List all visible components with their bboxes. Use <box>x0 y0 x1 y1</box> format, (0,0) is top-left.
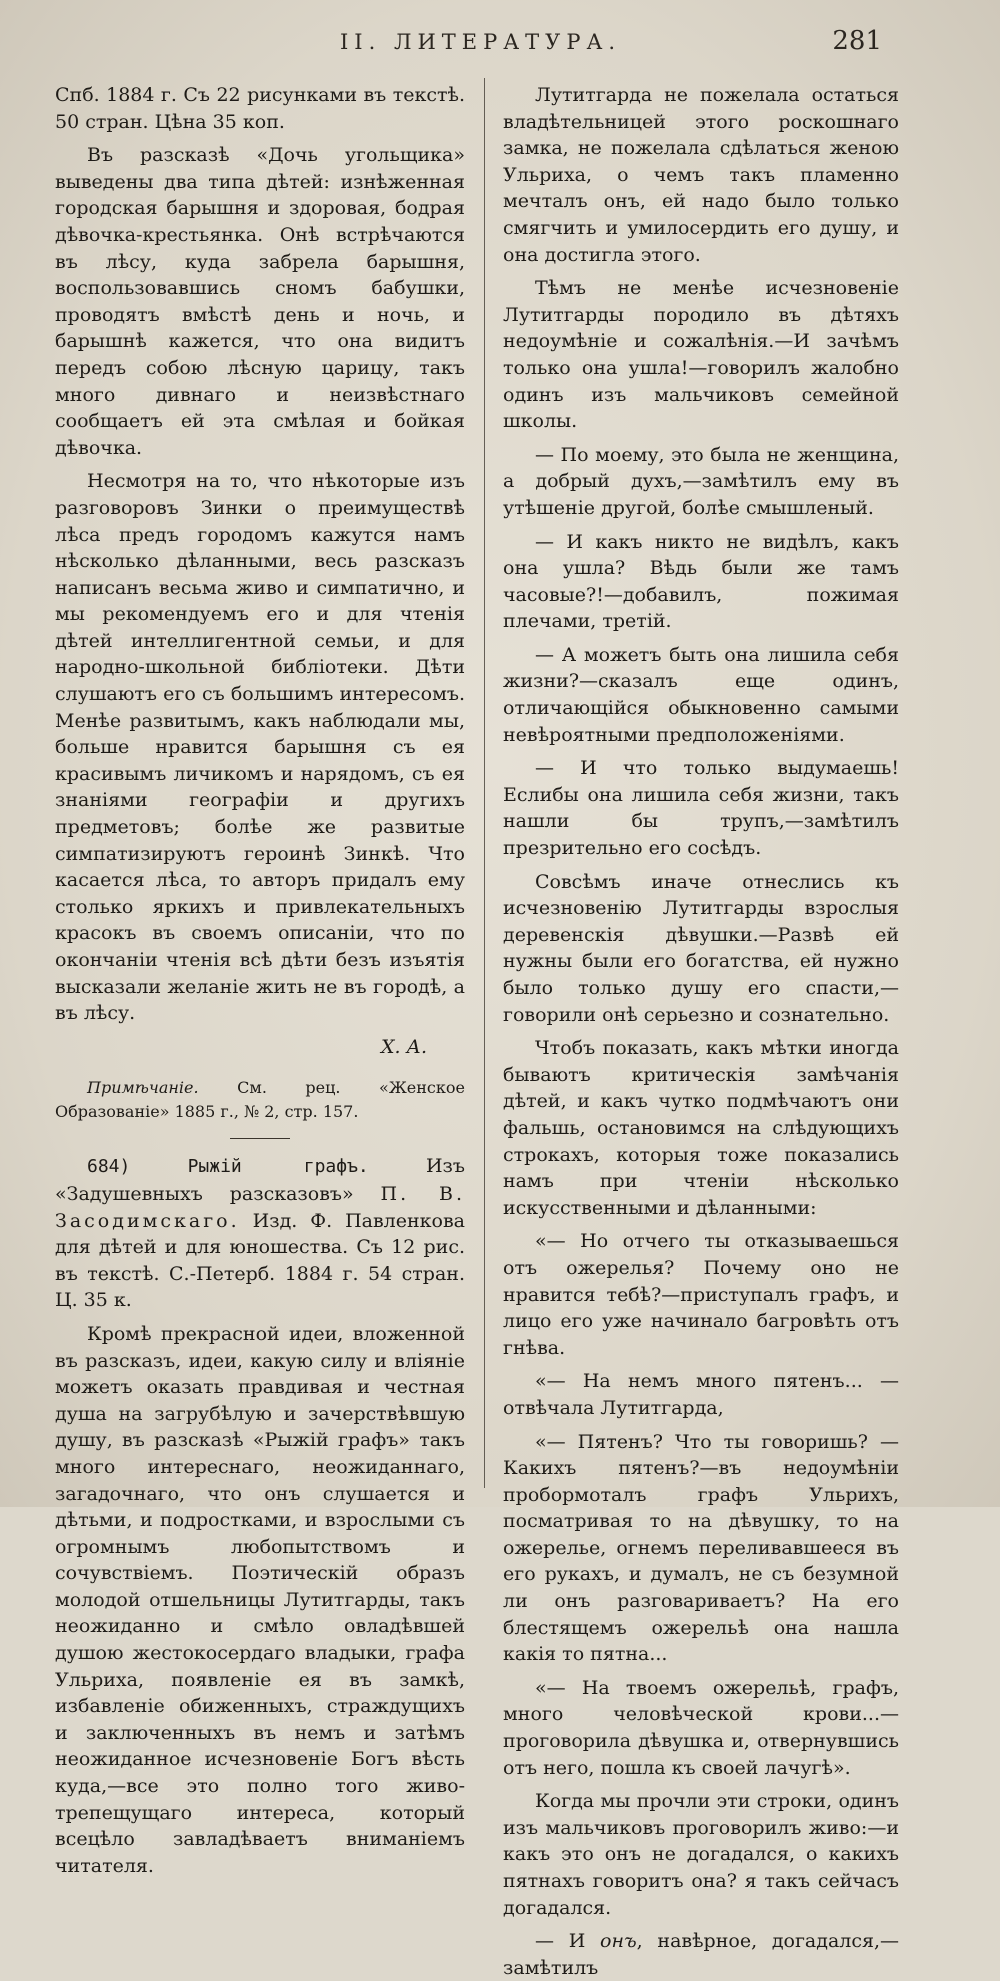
paragraph: — По моему, это была не женщина, а добрый духъ,—замѣтилъ ему въ утѣшеніе другой, болѣе смышленый. <box>503 443 899 519</box>
footnote <box>55 1076 465 1124</box>
paragraph: Кромѣ прекрасной идеи, вложенной въ разсказъ, идеи, какую силу и вліяніе можетъ оказать правдивая и честная душа на загрубѣлую и зачерствѣвшую душу, въ разсказѣ «Рыжій графъ» такъ много интереснаго, неожиданнаго, загадочнаго, что онъ слушается и дѣтьми, и подростками, и взрослыми съ огромнымъ любопытствомъ и сочувствіемъ. Поэтическій образъ молодой отшельницы Лутитгарды, такъ неожиданно и смѣло овладѣвшей душою жестокосердаго владыки, графа Ульриха, появленіе ея въ замкѣ, избавленіе обиженныхъ, страждущихъ и заключенныхъ въ немъ и затѣмъ неожиданное исчезновеніе Богъ вѣсть куда,—все это полно того живо-трепещущаго интереса, который всецѣло завладѣваетъ вниманіемъ читателя. <box>55 1322 465 1877</box>
paragraph: Въ разсказѣ «Дочь угольщика» выведены два типа дѣтей: изнѣженная городская барышня и здоровая, бодрая дѣвочка-крестьянка. Онѣ встрѣчаются въ лѣсу, куда забрела барышня, воспользовавшись сномъ бабушки, проводятъ вмѣстѣ день и ночь, и барышнѣ кажется, что она видитъ передъ собою лѣсную царицу, такъ много дивнаго и неизвѣстнаго сообщаетъ ей эта смѣлая и бойкая дѣвочка. <box>55 144 465 459</box>
entry-number: 684) <box>87 1156 131 1178</box>
entry-author: П. В. Засодимскаго. <box>55 1182 465 1232</box>
paragraph: Спб. 1884 г. Съ 22 рисунками въ текстѣ. 50 стран. Цѣна 35 коп. <box>55 84 465 133</box>
paragraph: — И какъ никто не видѣлъ, какъ она ушла? Вѣдь были же тамъ часовые?!—добавилъ, пожимая плечами, третій. <box>503 530 899 633</box>
column-divider <box>484 78 485 1488</box>
paragraph: Несмотря на то, что нѣкоторые изъ разговоровъ Зинки о преимуществѣ лѣса предъ городомъ кажутся намъ нѣсколько дѣланными, весь разсказъ написанъ весьма живо и симпатично, и мы рекомендуемъ его и для чтенія дѣтей интеллигентной семьи, и для народно-школьной библіотеки. Дѣти слушаютъ его съ большимъ интересомъ. Менѣе развитымъ, какъ наблюдали мы, больше нравится барышня съ ея красивымъ личикомъ и нарядомъ, съ ея знаніями географіи и другихъ предметовъ; болѣе же развитые симпатизируютъ героинѣ Зинкѣ. Что касается лѣса, то авторъ придалъ ему столько яркихъ и привлекательныхъ красокъ въ своемъ описаніи, что по окончаніи чтенія всѣ дѣти безъ изъятія высказали желаніе жить не въ городѣ, а въ лѣсу. <box>55 470 465 1025</box>
quote-paragraph: «— Но отчего ты отказываешься отъ ожерелья? Почему оно не нравится тебѣ?—приступалъ графъ, и лицо его уже начинало багровѣть отъ гнѣва. <box>503 1230 899 1359</box>
quote-paragraph: «— Пятенъ? Что ты говоришь? — Какихъ пятенъ?—въ недоумѣніи пробормоталъ графъ Ульрихъ, посматривая то на дѣвушку, то на ожерелье, огнемъ переливавшееся въ его рукахъ, и думалъ, не съ безумной ли онъ разговариваетъ? На его блестящемъ ожерельѣ она нашла какія то пятна... <box>503 1430 899 1666</box>
section-divider <box>230 1138 290 1139</box>
left-column <box>55 82 465 1877</box>
paragraph: — И что только выдумаешь! Еслибы она лишила себя жизни, такъ нашли бы трупъ,—замѣтилъ презрительно его сосѣдъ. <box>503 757 899 860</box>
running-head: II. ЛИТЕРАТУРА. <box>340 30 622 54</box>
reviewer-signature: Х. А. <box>380 1035 427 1058</box>
paragraph <box>503 1928 899 1981</box>
text-run: — И <box>535 1930 586 1953</box>
catalog-entry <box>55 1153 465 1314</box>
paragraph: Совсѣмъ иначе отнеслись къ исчезновенію Лутитгарды взрослыя деревенскія дѣвушки.—Развѣ ей нужны были его богатства, ей нужно было только душу его спасти,—говорили онѣ серьезно и сознательно. <box>503 870 899 1026</box>
quote-paragraph: «— На твоемъ ожерельѣ, графъ, много человѣческой крови...—проговорила дѣвушка и, отвернувшись отъ него, пошла къ своей лачугѣ». <box>503 1676 899 1779</box>
quote-paragraph: «— На немъ много пятенъ... — отвѣчала Лутитгарда, <box>503 1370 899 1419</box>
entry-title: Рыжій графъ. <box>187 1156 369 1178</box>
paragraph: Лутитгарда не пожелала остаться владѣтельницей этого роскошнаго замка, не пожелала сдѣлаться женою Ульриха, о чемъ такъ пламенно мечталъ онъ, ей надо было только смягчить и умилосердить его душу, и она достигла этого. <box>503 84 899 266</box>
note-label: Примѣчаніе. <box>87 1078 199 1098</box>
italic-word: онъ <box>600 1930 637 1953</box>
entry-source: Изъ «Задушевныхъ разсказовъ» <box>55 1155 465 1205</box>
text-run: , навѣрное, догадался,—замѣтилъ <box>503 1930 900 1979</box>
paragraph: — А можетъ быть она лишила себя жизни?—сказалъ еще одинъ, отличающійся обыкновенно самыми невѣроятными предположеніями. <box>503 643 899 746</box>
page-number: 281 <box>832 26 882 56</box>
note-text: См. рец. «Женское Образованіе» 1885 г., № 2, стр. 157. <box>55 1078 465 1122</box>
right-column <box>503 82 900 1979</box>
paragraph: Когда мы прочли эти строки, одинъ изъ мальчиковъ проговорилъ живо:—и какъ это онъ не догадался, о какихъ пятнахъ говоритъ она? я такъ сейчасъ догадался. <box>503 1790 899 1919</box>
entry-publication: Изд. Ф. Павленкова для дѣтей и для юношества. Съ 12 рис. въ текстѣ. С.-Петерб. 1884 г. 54 стран. Ц. 35 к. <box>55 1209 465 1312</box>
paragraph: Тѣмъ не менѣе исчезновеніе Лутитгарды породило въ дѣтяхъ недоумѣніе и сожалѣнія.—И зачѣмъ только она ушла!—говорилъ жалобно одинъ изъ мальчиковъ семейной школы. <box>503 277 899 433</box>
paragraph: Чтобъ показать, какъ мѣтки иногда бываютъ критическія замѣчанія дѣтей, и какъ чутко подмѣчаютъ они фальшь, остановимся на слѣдующихъ строкахъ, которыя тоже показались намъ при чтеніи нѣсколько искусственными и дѣланными: <box>503 1037 899 1219</box>
